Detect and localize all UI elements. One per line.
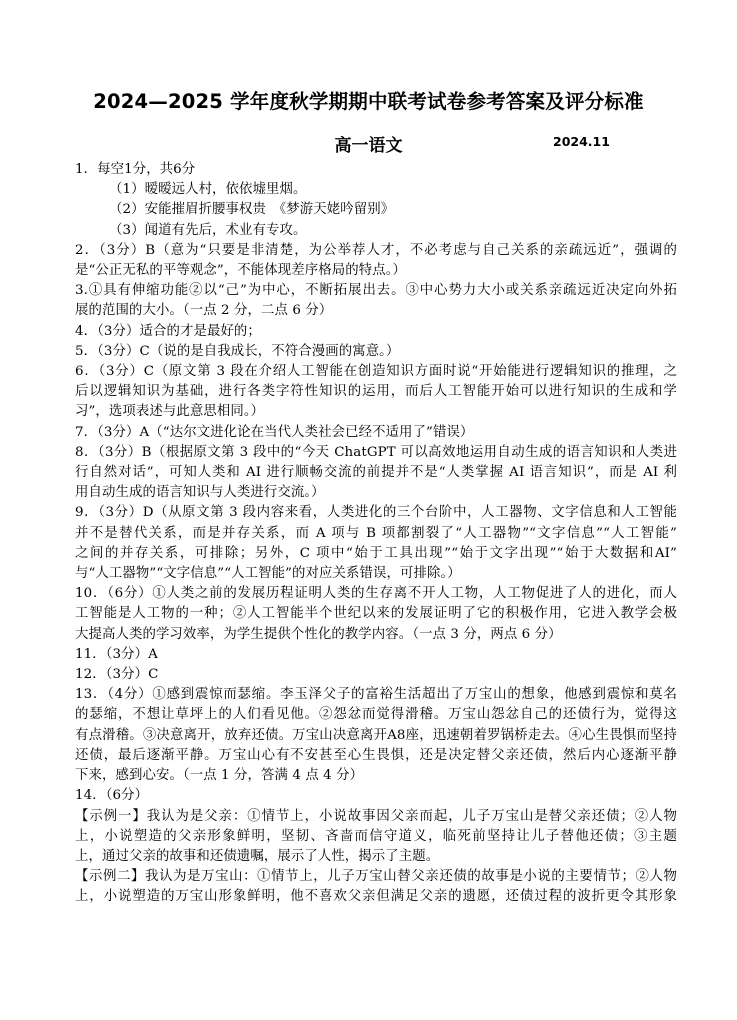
answer-line: 还债，最后逐渐平静。万宝山心有不安甚至心生畏惧，还是决定替父亲还债，然后内心逐渐平静 — [75, 747, 677, 763]
answer-line: 上，小说塑造的万宝山形象鲜明，他不喜欢父亲但满足父亲的遗愿，还债过程的波折更令其形象 — [75, 889, 677, 905]
document-title: 2024—2025 学年度秋学期期中联考试卷参考答案及评分标准 — [93, 90, 644, 113]
answer-content — [75, 160, 677, 908]
answer-line: 工智能是人工物的一种；②人工智能半个世纪以来的发展证明了它的积极作用，它进入教学会极 — [75, 606, 677, 622]
answer-line: 有点滑稽。③决意离开，放弃还债。万宝山决意离开A8座，迅速朝着罗锅桥走去。④心生畏惧而坚持 — [75, 727, 677, 743]
answer-line: 上，通过父亲的故事和还债遗嘱，展示了人性，揭示了主题。 — [75, 848, 440, 864]
answer-line: 6．（3分）C（原文第 3 段在介绍人工智能在创造知识方面时说“开始能进行逻辑知识的推理，之 — [75, 364, 677, 380]
answer-line: 行自然对话”，可知人类和 AI 进行顺畅交流的前提并不是“人类掌握 AI 语言知识”，而是 AI 利 — [75, 465, 677, 481]
answer-line: 3.①具有伸缩功能②以“己”为中心，不断拓展出去。③中心势力大小或关系亲疏远近决定向外拓 — [75, 283, 677, 299]
date-label: 2024.11 — [553, 134, 610, 149]
answer-line: 上，小说塑造的父亲形象鲜明，坚韧、吝啬而信守道义，临死前坚持让儿子替他还债；③主题 — [75, 828, 677, 844]
answer-line: 下来，感到心安。（一点 1 分，答满 4 点 4 分） — [75, 768, 364, 784]
answer-line: 后以逻辑知识为基础，进行各类字符性知识的运用，而后人工智能开始可以进行知识的生成和学 — [75, 384, 677, 400]
answer-line: 展的范围的大小。（一点 2 分，二点 6 分） — [75, 303, 333, 319]
answer-line: 10．（6分）①人类之前的发展历程证明人类的生存离不开人工物，人工物促进了人的进化，而人 — [75, 586, 677, 602]
answer-line: （2）安能摧眉折腰事权贵 《梦游天姥吟留别》 — [109, 202, 395, 218]
answer-line: 【示例一】我认为是父亲：①情节上，小说故事因父亲而起，儿子万宝山是替父亲还债；②人物 — [75, 808, 677, 824]
answer-line: 习”，选项表述与此意思相同。） — [75, 404, 265, 420]
answer-line: 12．（3分）C — [75, 667, 159, 683]
answer-line: 7．（3分）A（“达尔文进化论在当代人类社会已经不适用了”错误） — [75, 424, 474, 440]
answer-line: 【示例二】我认为是万宝山：①情节上，儿子万宝山替父亲还债的故事是小说的主要情节；②人物 — [75, 869, 677, 885]
answer-line: 是“公正无私的平等观念”，不能体现差序格局的特点。） — [75, 263, 406, 279]
answer-line: 4．（3分）适合的才是最好的； — [75, 323, 261, 339]
answer-line: 2．（3分）B（意为“只要是非清楚，为公举荐人才，不必考虑与自己关系的亲疏远近”，强调的 — [75, 242, 677, 258]
answer-line: 8．（3分）B（根据原文第 3 段中的“今天 ChatGPT 可以高效地运用自动生成的语言知识和人类进 — [75, 444, 677, 460]
answer-line: 5．（3分）C（说的是自我成长，不符合漫画的寓意。） — [75, 343, 400, 359]
answer-line: 14．（6分） — [75, 788, 149, 804]
answer-line: 之间的并存关系，可排除；另外，C 项中“始于工具出现”“始于文字出现”“始于大数据和AI” — [75, 545, 677, 561]
answer-line: 并不是替代关系，而是并存关系，而 A 项与 B 项都割裂了“人工器物”“文字信息”“人工智能” — [75, 525, 677, 541]
answer-line: 用自动生成的语言知识与人类进行交流。） — [75, 485, 325, 501]
answer-line: 1．每空1分，共6分 — [75, 162, 196, 177]
answer-line: 13．（4分）①感到震惊而瑟缩。李玉泽父子的富裕生活超出了万宝山的想象，他感到震惊和莫名 — [75, 687, 677, 703]
answer-line: （1）暧暧远人村，依依墟里烟。 — [109, 182, 307, 198]
subtitle-row — [0, 131, 737, 156]
answer-line: 11．（3分）A — [75, 646, 158, 662]
answer-line: 大提高人类的学习效率，为学生提供个性化的教学内容。（一点 3 分，两点 6 分） — [75, 626, 562, 642]
answer-line: 与“人工器物”“文字信息”“人工智能”的对应关系错误，可排除。） — [75, 566, 461, 582]
subject-label: 高一语文 — [334, 136, 403, 156]
answer-line: 9．（3分）D（从原文第 3 段内容来看，人类进化的三个台阶中，人工器物、文字信息和人工智能 — [75, 505, 677, 521]
answer-line: 的瑟缩，不想让草坪上的人们看见他。②怨忿而觉得滑稽。万宝山怨忿自己的还债行为，觉得这 — [75, 707, 677, 723]
answer-line: （3）闻道有先后，术业有专攻。 — [109, 222, 307, 238]
